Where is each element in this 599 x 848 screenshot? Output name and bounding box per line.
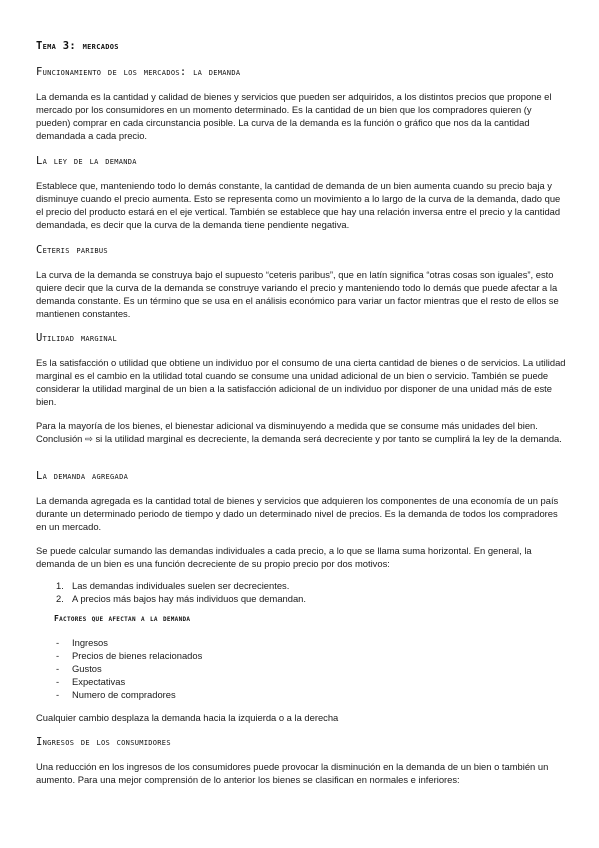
paragraph-utilidad-2: Para la mayoría de los bienes, el bienestar adicional va disminuyendo a medida que se consume más unidades del bien. Conclusión ⇨ si la utilidad marginal es decreciente, la demanda será decreciente y por tanto se cumplirá la ley de la demanda. <box>36 420 562 444</box>
paragraph-funcionamiento: La demanda es la cantidad y calidad de bienes y servicios que pueden ser adquiridos, a los distintos precios que propone el mercado por los consumidores en un momento determinado. Es la cantidad de un bien que los compradores quieren (y pueden) comprar en cada circunstancia posible. La curva de la demanda es la función o gráfico que nos da la cantidad demandada a cada precio. <box>36 91 552 141</box>
paragraph-agregada-2: Se puede calcular sumando las demandas individuales a cada precio, a lo que se llama suma horizontal. En general, la demanda de un bien es una función decreciente de su propio precio por dos motivos: <box>36 545 532 569</box>
paragraph-ley-demanda: Establece que, manteniendo todo lo demás constante, la cantidad de demanda de un bien aumenta cuando su precio baja y disminuye cuando el precio aumenta. Esto se representa como un movimiento a lo largo de la curva de la demanda, dado que el precio del producto estará en el eje vertical. También se establece que hay una relación inversa entre el precio y la cantidad demandada, es decir que la curva de la demanda tiene pendiente negativa. <box>36 180 561 230</box>
list-item: - Precios de bienes relacionados <box>56 650 203 661</box>
heading-ingresos: Ingresos de los consumidores <box>36 736 171 748</box>
bullet-list-factores <box>36 636 566 701</box>
paragraph-ceteris-paribus: La curva de la demanda se construya bajo el supuesto “ceteris paribus”, que en latín significa “otras cosas son iguales”, esto quiere decir que la curva de la demanda se construye variando el precio y manteniendo todo lo demás que puede afectar a la demanda constante. Es un término que se usa en el análisis económico para variar un factor mientras que el resto de ellos se mantienen constantes. <box>36 269 559 319</box>
list-item: 2. A precios más bajos hay más individuos que demandan. <box>56 593 306 604</box>
heading-demanda-agregada: La demanda agregada <box>36 470 129 482</box>
paragraph-ingresos: Una reducción en los ingresos de los consumidores puede provocar la disminución en la demanda de un bien o también un aumento. Para una mejor comprensión de lo anterior los bienes se clasifican en normales e inferiores: <box>36 761 549 785</box>
paragraph-agregada-1: La demanda agregada es la cantidad total de bienes y servicios que adquieren los componentes de una economía de un país durante un determinado periodo de tiempo y dado un determinado nivel de precios. Es la demanda de todos los compradores en un mercado. <box>36 495 559 532</box>
list-item: - Gustos <box>56 663 102 674</box>
heading-utilidad-marginal: Utilidad marginal <box>36 332 117 344</box>
heading-ley-demanda: La ley de la demanda <box>36 155 137 167</box>
heading-factores: Factores que afectan a la demanda <box>54 614 191 623</box>
paragraph-utilidad-1: Es la satisfacción o utilidad que obtiene un individuo por el consumo de una cierta cantidad de bienes o de servicios. La utilidad marginal es el cambio en la utilidad total cuando se consume una unidad adicional de un bien o servicio. También se puede considerar la utilidad marginal de un bien a la satisfacción adicional de un individuo por disponer de una unidad más de este bien. <box>36 357 566 407</box>
heading-ceteris-paribus: Ceteris paribus <box>36 244 108 256</box>
document-title: Tema 3: mercados <box>36 40 119 52</box>
heading-funcionamiento: Funcionamiento de los mercados: la demanda <box>36 66 241 78</box>
list-item: - Expectativas <box>56 676 126 687</box>
list-item: 1. Las demandas individuales suelen ser decrecientes. <box>56 580 290 591</box>
paragraph-agregada-3: Cualquier cambio desplaza la demanda hacia la izquierda o a la derecha <box>36 712 339 723</box>
list-item: - Numero de compradores <box>56 689 176 700</box>
numbered-list-motivos <box>36 579 566 605</box>
list-item: - Ingresos <box>56 637 108 648</box>
